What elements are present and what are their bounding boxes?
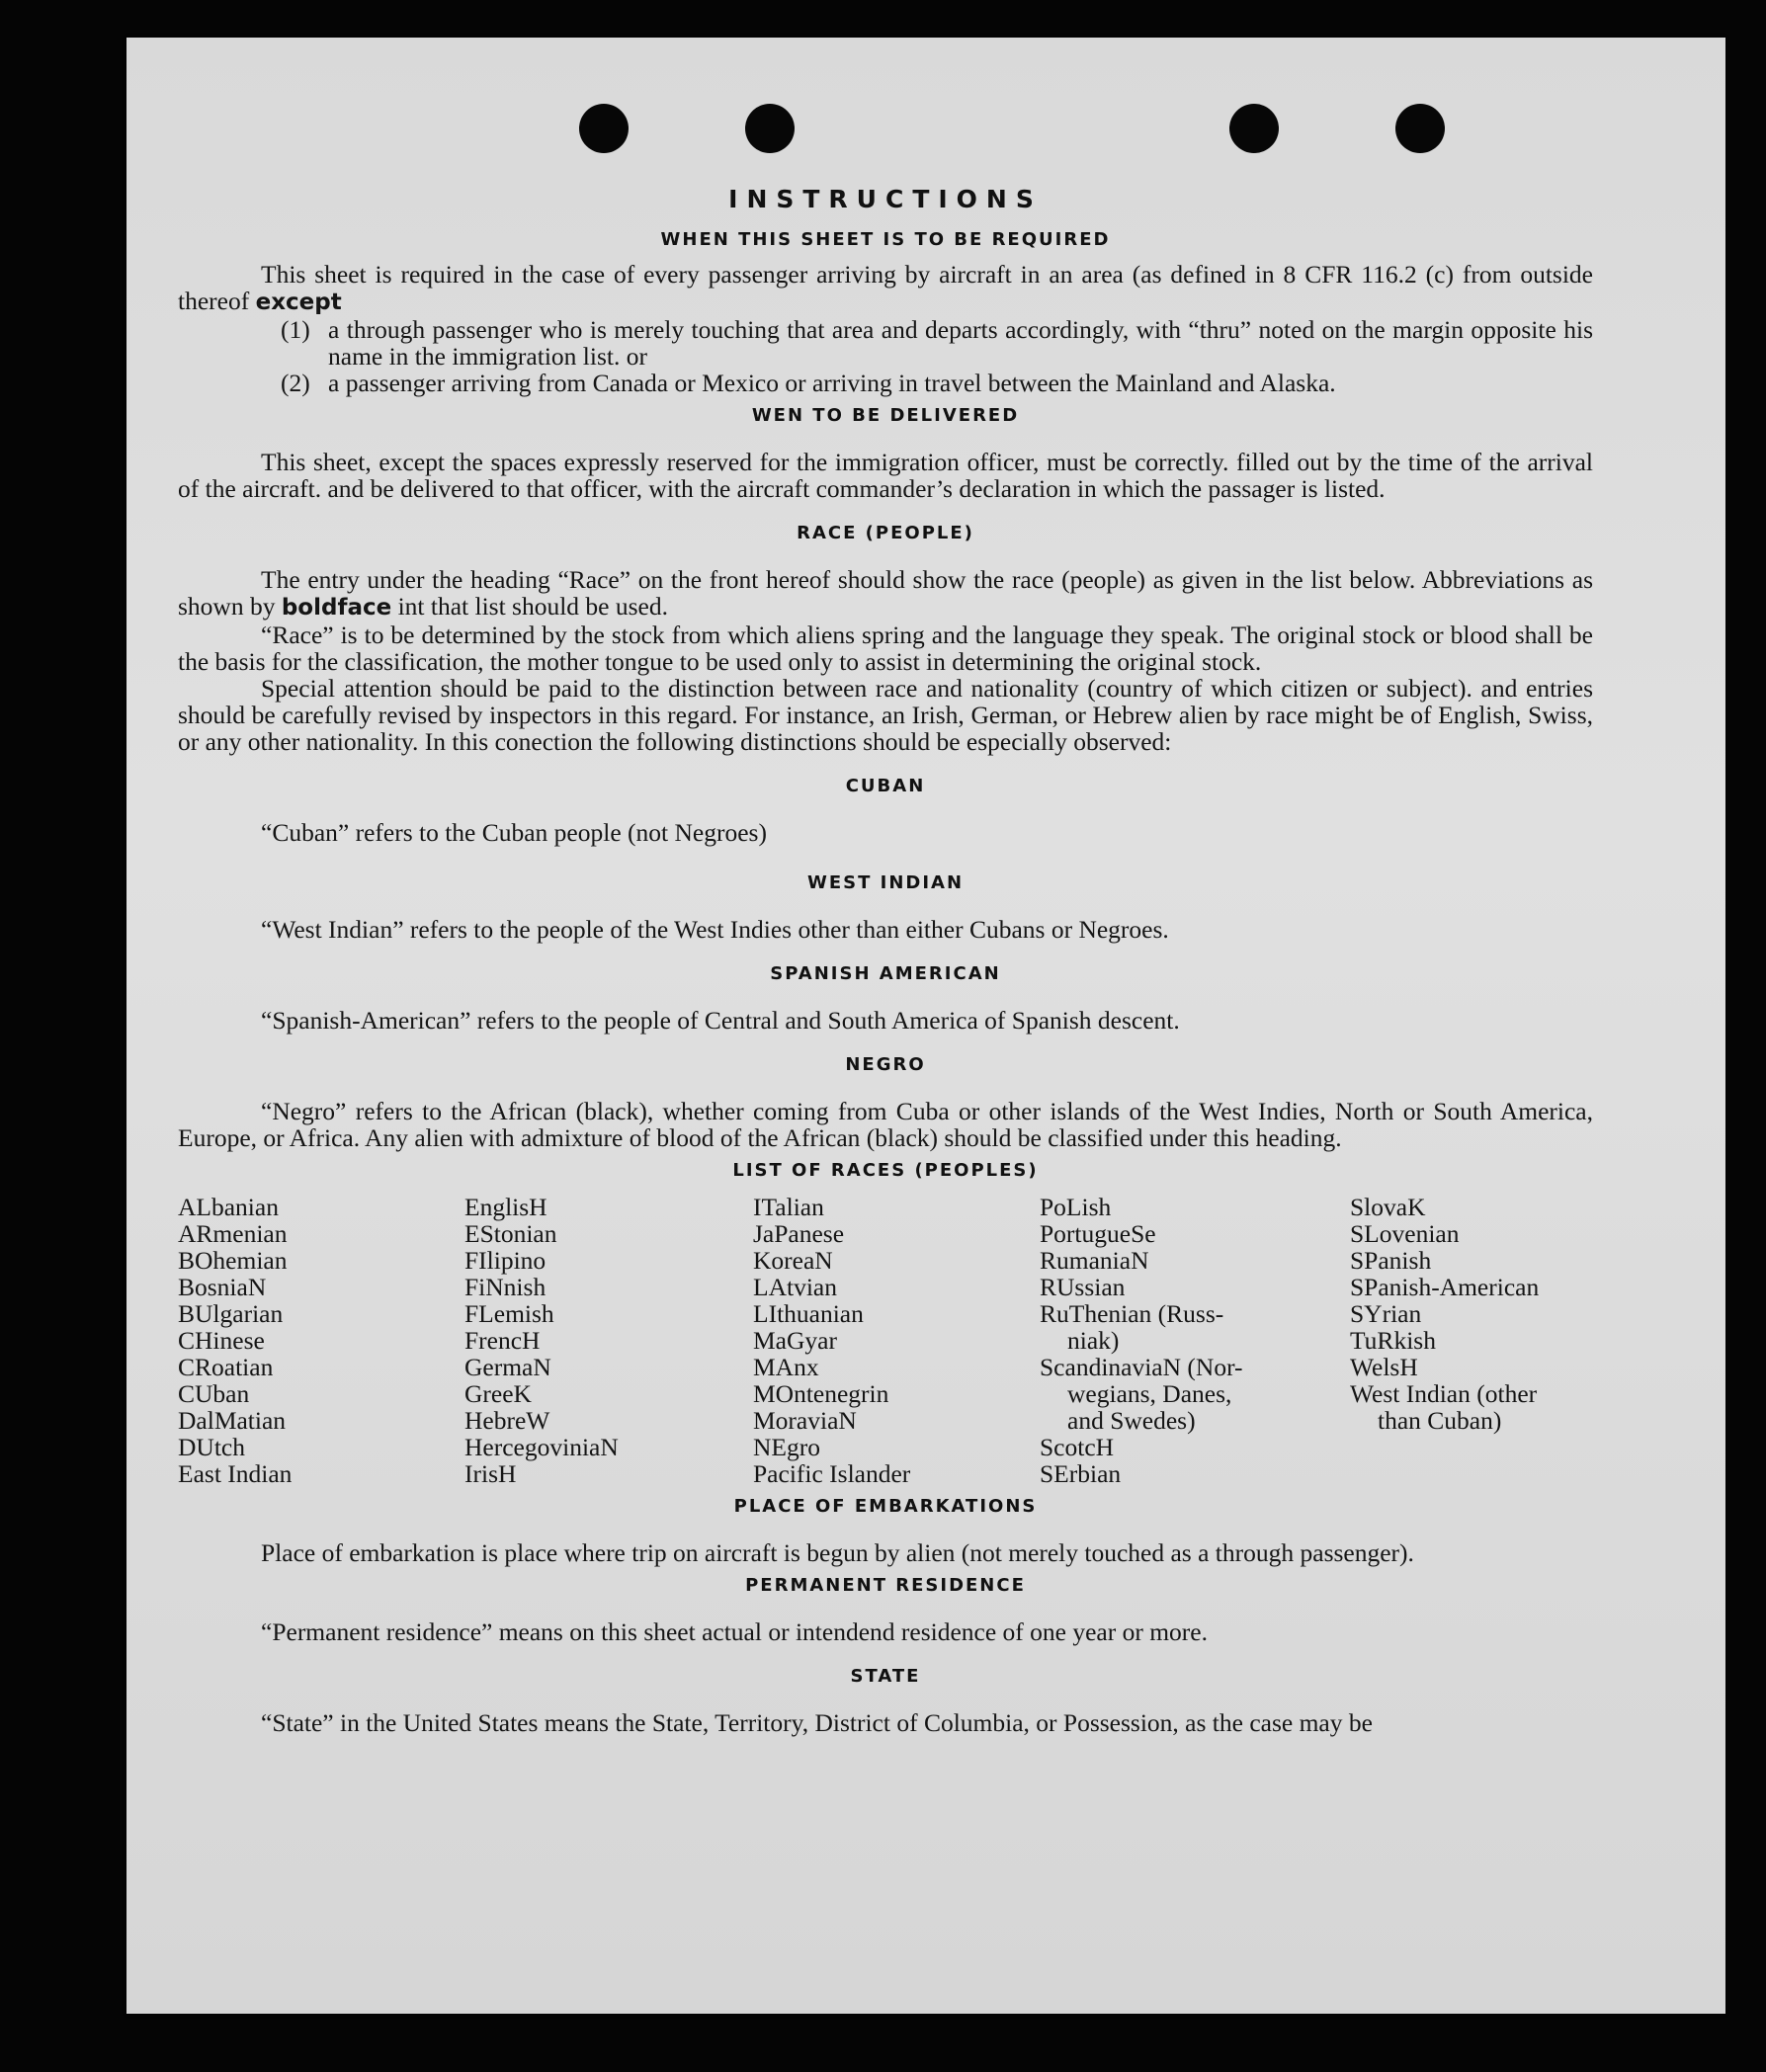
race-entry: ScotcH bbox=[1040, 1433, 1115, 1461]
race-entry: FiNnish bbox=[464, 1273, 547, 1301]
race-entry: RumaniaN bbox=[1040, 1246, 1149, 1275]
race-entry: LIthuanian bbox=[753, 1299, 864, 1328]
races-column bbox=[1040, 1194, 1350, 1487]
race-paragraph-3: Special attention should be paid to the distinction between race and nationality (country of which citizen or subject). and entries should be carefully revised by inspectors in this regard. For instance, an Irish, German, or Hebrew alien by race might be of English, Swiss, or any other nationality. In this conection the following distinctions should be especially observed: bbox=[178, 674, 1593, 756]
race-entry: CUban bbox=[178, 1379, 250, 1408]
exception-item bbox=[281, 316, 1593, 370]
race-entry: SLovenian bbox=[1350, 1219, 1460, 1248]
negro-text: “Negro” refers to the African (black), whether coming from Cuba or other islands of the West Indies, North or South America, Europe, or Africa. Any alien with admixture of blood of the African (black) should be classified under this heading. bbox=[178, 1097, 1593, 1152]
boldface-word: boldface bbox=[281, 595, 392, 621]
race-entry: wegians, Danes, bbox=[1067, 1379, 1232, 1408]
exception-number: (2) bbox=[281, 369, 310, 397]
race-entry: FIlipino bbox=[464, 1246, 547, 1275]
document-page bbox=[126, 38, 1725, 2014]
race-entry: ScandinaviaN (Nor- bbox=[1040, 1353, 1243, 1381]
punch-hole bbox=[1229, 104, 1279, 153]
race-entry: PortugueSe bbox=[1040, 1219, 1156, 1248]
except-bold: except bbox=[255, 290, 342, 315]
race-heading: RACE (PEOPLE) bbox=[797, 523, 974, 543]
race-entry: SErbian bbox=[1040, 1459, 1122, 1488]
west-indian-heading: WEST INDIAN bbox=[806, 872, 965, 893]
punch-hole bbox=[1395, 104, 1445, 153]
races-column bbox=[178, 1194, 464, 1487]
races-list bbox=[178, 1194, 1593, 1487]
race-entry: FrencH bbox=[464, 1326, 541, 1355]
residence-heading: PERMANENT RESIDENCE bbox=[745, 1575, 1026, 1596]
race-entry: IrisH bbox=[464, 1459, 517, 1488]
race-entry: EnglisH bbox=[464, 1193, 547, 1221]
race-entry: CHinese bbox=[178, 1326, 265, 1355]
race-entry: MoraviaN bbox=[753, 1406, 857, 1435]
race-entry: niak) bbox=[1067, 1326, 1120, 1355]
race-entry: and Swedes) bbox=[1067, 1406, 1196, 1435]
race-entry: RuThenian (Russ- bbox=[1040, 1299, 1224, 1328]
race-entry: MaGyar bbox=[753, 1326, 837, 1355]
race-entry: West Indian (other bbox=[1350, 1379, 1538, 1408]
race-entry: KoreaN bbox=[753, 1246, 833, 1275]
race-entry: GermaN bbox=[464, 1353, 551, 1381]
race-entry: DUtch bbox=[178, 1433, 245, 1461]
race-entry: FLemish bbox=[464, 1299, 554, 1328]
race-entry: MAnx bbox=[753, 1353, 819, 1381]
race-entry: WelsH bbox=[1350, 1353, 1418, 1381]
spanish-american-text: “Spanish-American” refers to the people of Central and South America of Spanish descent. bbox=[261, 1006, 1180, 1035]
race-paragraph-2: “Race” is to be determined by the stock from which aliens spring and the language they speak. The original stock or blood shall be the basis for the classification, the mother tongue to be used only to assist in determining the original stock. bbox=[178, 621, 1593, 676]
race-entry: ALbanian bbox=[178, 1193, 279, 1221]
race-entry: CRoatian bbox=[178, 1353, 274, 1381]
race-entry: ITalian bbox=[753, 1193, 824, 1221]
state-heading: STATE bbox=[850, 1666, 921, 1687]
races-column bbox=[753, 1194, 1040, 1487]
embarkation-text: Place of embarkation is place where trip on aircraft is begun by alien (not merely touched as a through passenger). bbox=[261, 1538, 1414, 1567]
cuban-heading: CUBAN bbox=[845, 776, 926, 796]
race-paragraph-1: The entry under the heading “Race” on the front hereof should show the race (people) as given in the list below. Abbreviations as shown by boldface int that list should be used. bbox=[178, 565, 1593, 621]
race-entry: NEgro bbox=[753, 1433, 820, 1461]
delivered-heading: WEN TO BE DELIVERED bbox=[751, 405, 1020, 426]
list-of-races-heading: LIST OF RACES (PEOPLES) bbox=[732, 1160, 1039, 1181]
residence-text: “Permanent residence” means on this sheet actual or intendend residence of one year or more. bbox=[261, 1617, 1208, 1646]
instructions-title: INSTRUCTIONS bbox=[728, 185, 1043, 213]
spanish-american-heading: SPANISH AMERICAN bbox=[770, 963, 1001, 984]
race-entry: SPanish bbox=[1350, 1246, 1432, 1275]
cuban-text: “Cuban” refers to the Cuban people (not Negroes) bbox=[261, 818, 767, 847]
when-required-heading: WHEN THIS SHEET IS TO BE REQUIRED bbox=[660, 229, 1111, 250]
exception-number: (1) bbox=[281, 315, 310, 344]
race-entry: BosniaN bbox=[178, 1273, 267, 1301]
race-entry: HebreW bbox=[464, 1406, 550, 1435]
race-entry: East Indian bbox=[178, 1459, 293, 1488]
race-entry: HercegoviniaN bbox=[464, 1433, 619, 1461]
race-entry: EStonian bbox=[464, 1219, 557, 1248]
race-entry: RUssian bbox=[1040, 1273, 1126, 1301]
race-entry: Pacific Islander bbox=[753, 1459, 911, 1488]
races-column bbox=[1350, 1194, 1593, 1487]
west-indian-text: “West Indian” refers to the people of the West Indies other than either Cubans or Negroes. bbox=[261, 915, 1169, 944]
race-entry: TuRkish bbox=[1350, 1326, 1436, 1355]
race-entry: ARmenian bbox=[178, 1219, 288, 1248]
race-entry: LAtvian bbox=[753, 1273, 837, 1301]
embarkation-heading: PLACE OF EMBARKATIONS bbox=[733, 1496, 1038, 1517]
punch-hole bbox=[745, 104, 795, 153]
exception-text: a through passenger who is merely touching that area and departs accordingly, with “thru” noted on the margin opposite his name in the immigration list. or bbox=[328, 315, 1593, 371]
instructions-content bbox=[178, 186, 1593, 1736]
state-text: “State” in the United States means the State, Territory, District of Columbia, or Possession, as the case may be bbox=[261, 1708, 1373, 1737]
exception-text: a passenger arriving from Canada or Mexico or arriving in travel between the Mainland and Alaska. bbox=[328, 369, 1336, 397]
exception-item bbox=[281, 370, 1593, 396]
race-entry: SYrian bbox=[1350, 1299, 1422, 1328]
race-entry: PoLish bbox=[1040, 1193, 1112, 1221]
race-entry: JaPanese bbox=[753, 1219, 845, 1248]
negro-heading: NEGRO bbox=[845, 1054, 926, 1075]
race-entry: than Cuban) bbox=[1378, 1406, 1502, 1435]
race-entry: DalMatian bbox=[178, 1406, 287, 1435]
race-entry: SlovaK bbox=[1350, 1193, 1426, 1221]
delivered-text: This sheet, except the spaces expressly reserved for the immigration officer, must be correctly. filled out by the time of the arrival of the aircraft. and be delivered to that officer, with the aircraft commander’s declaration in which the passager is listed. bbox=[178, 448, 1593, 503]
races-column bbox=[464, 1194, 753, 1487]
race-entry: BUlgarian bbox=[178, 1299, 284, 1328]
race-entry: BOhemian bbox=[178, 1246, 288, 1275]
race-entry: GreeK bbox=[464, 1379, 532, 1408]
race-entry: SPanish-American bbox=[1350, 1273, 1540, 1301]
race-entry: MOntenegrin bbox=[753, 1379, 889, 1408]
punch-hole bbox=[579, 104, 629, 153]
when-required-intro: This sheet is required in the case of every passenger arriving by aircraft in an area (as defined in 8 CFR 116.2 (c) from outside thereof except bbox=[178, 260, 1593, 315]
